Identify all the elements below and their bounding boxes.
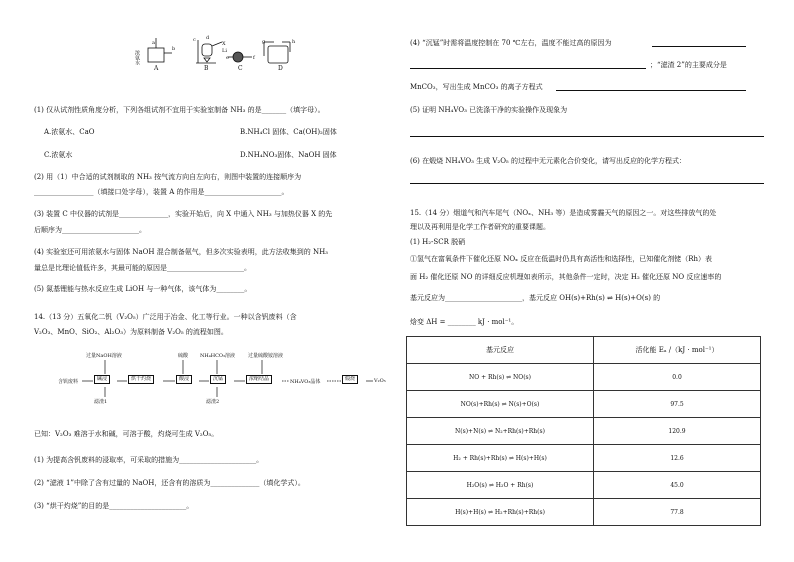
question-3b: 后顺序为______________________。 xyxy=(34,226,146,234)
table-cell: 0.0 xyxy=(594,364,761,391)
option-a: A.浓氨水、CaO xyxy=(44,128,95,136)
sub-heading-h2-scr: (1) H₂-SCR 脱硝 xyxy=(410,238,466,246)
answer-blank-4c[interactable] xyxy=(556,89,746,91)
option-d: D.NH₄NO₃固体、NaOH 固体 xyxy=(240,151,337,159)
table-cell: 97.5 xyxy=(594,391,761,418)
label-g: g xyxy=(262,39,266,45)
table-row xyxy=(407,391,761,418)
paragraph-3a: 基元反应为______________________，基元反应 OH(s)+Rh(s) ⇌ H(s)+O(s) 的 xyxy=(410,294,661,302)
table-header-cell: 活化能 Eₐ /（kJ · mol⁻¹） xyxy=(594,337,761,364)
paragraph-2: 面 H₂ 催化还原 NO 的详细反应机理如表所示，其他条件一定时，决定 H₂ 催化还原 NO 反应速率的 xyxy=(410,273,722,281)
flow-waste-1: 滤渣1 xyxy=(94,399,108,405)
answer-blank-4b[interactable] xyxy=(410,67,646,69)
table-cell: NO(s)+Rh(s) ⇌ N(s)+O(s) xyxy=(407,391,594,418)
question-2a: (2) 用（1）中合适的试剂制取的 NH₃ 按气流方向自左向右，则图中装置的连接顺序为 xyxy=(34,173,302,181)
question-5: (5) 氮基锂能与热水反应生成 LiOH 与一种气体，该气体为________。 xyxy=(34,285,252,293)
label-h: h xyxy=(292,39,296,45)
question-4a: (4) 实验室还可用浓氨水与固体 NaOH 混合制备氨气，但多次实验表明，此方法收集到的 NH₃ xyxy=(34,248,328,256)
flow-step-dry-burn: 烘干灼烧 xyxy=(128,375,154,384)
question-15b: 理以及再利用是化学工作者研究的重要课题。 xyxy=(410,223,550,231)
label-b: b xyxy=(172,46,176,52)
label-d: d xyxy=(206,35,210,41)
table-row xyxy=(407,418,761,445)
table-cell: 120.9 xyxy=(594,418,761,445)
right-question-4c: MnCO₃，写出生成 MnCO₃ 的离子方程式 xyxy=(410,83,543,91)
label-reagent: 浓氨水 xyxy=(134,50,140,65)
label-B: B xyxy=(204,65,209,72)
table-cell: 77.8 xyxy=(594,499,761,526)
label-c: c xyxy=(193,37,196,43)
table-cell: H₂O(s) ⇌ H₂O + Rh(s) xyxy=(407,472,594,499)
flow-waste-2: 滤渣2 xyxy=(206,399,220,405)
right-question-6: (6) 在煅烧 NH₄VO₃ 生成 V₂O₅ 的过程中无元素化合价变化，请写出反应的化学方程式： xyxy=(410,157,686,165)
label-D: D xyxy=(278,65,283,72)
label-e: e xyxy=(226,55,229,61)
label-f: f xyxy=(253,55,255,61)
flow-step-calcine: 煅烧 xyxy=(342,375,358,384)
sub-question-3: (3) “烘干灼烧”的目的是______________________。 xyxy=(34,502,194,510)
reaction-table xyxy=(406,336,761,526)
flow-step-mn-precip: 沉锰 xyxy=(210,375,226,384)
flow-arrow-text: NH₄VO₃晶体 xyxy=(290,379,321,385)
answer-blank-4a[interactable] xyxy=(652,45,746,47)
sub-question-2: (2) “滤液 1”中除了含有过量的 NaOH，还含有的溶质为______________（填化学式）。 xyxy=(34,479,305,487)
answer-blank-6[interactable] xyxy=(410,182,764,184)
flow-step-concentrate: 浓缩结晶 xyxy=(246,375,272,384)
table-header-cell: 基元反应 xyxy=(407,337,594,364)
flow-step-acid-leach: 酸浸 xyxy=(176,375,192,384)
paragraph-1: ①氢气在富氧条件下催化还原 NOₓ 反应在低温时仍具有高活性和选择性，已知催化剂铑（Rh）表 xyxy=(410,255,713,263)
flow-start: 含钒废料 xyxy=(58,379,79,385)
table-header-row xyxy=(407,337,761,364)
label-li: Li xyxy=(222,48,227,54)
known-info: 已知：V₂O₃ 难溶于水和碱，可溶于酸，灼烧可生成 V₂O₅。 xyxy=(34,430,219,438)
right-question-4b: ；“滤渣 2”的主要成分是 xyxy=(650,61,727,69)
table-cell: H(s)+H(s) ⇌ H₂+Rh(s)+Rh(s) xyxy=(407,499,594,526)
flow-reagent-2: 硫酸 xyxy=(178,353,189,359)
table-cell: N(s)+N(s) ⇌ N₂+Rh(s)+Rh(s) xyxy=(407,418,594,445)
label-x: X xyxy=(222,41,226,47)
option-c: C.浓氨水 xyxy=(44,151,73,159)
question-4b: 量总是比理论值低许多，其最可能的原因是______________________。 xyxy=(34,264,251,272)
label-C: C xyxy=(238,65,243,72)
sub-question-1: (1) 为提高含钒废料的浸取率，可采取的措施为______________________。 xyxy=(34,456,264,464)
option-b: B.NH₄Cl 固体、Ca(OH)₂固体 xyxy=(240,128,337,136)
question-3a: (3) 装置 C 中仪器的试剂是______________，实验开始后，向 X 中通入 NH₃ 与加热仪器 X 的先 xyxy=(34,210,333,218)
table-cell: 45.0 xyxy=(594,472,761,499)
flow-reagent-1: 过量NaOH溶液 xyxy=(86,353,122,359)
flow-end: V₂O₅ xyxy=(374,378,386,384)
table-row xyxy=(407,499,761,526)
flow-step-alkali-leach: 碱浸 xyxy=(94,375,110,384)
question-15a: 15.（14 分）烟道气和汽车尾气（NOₓ、NH₃ 等）是造成雾霾天气的原因之一。对这些排放气的处 xyxy=(410,209,717,217)
table-cell: H₂ + Rh(s)+Rh(s) ⇌ H(s)+H(s) xyxy=(407,445,594,472)
table-row xyxy=(407,364,761,391)
right-question-5: (5) 证明 NH₄VO₃ 已洗涤干净的实验操作及现象为 xyxy=(410,106,568,114)
question-2b: _________________（填接口处字母），装置 A 的作用是______________________。 xyxy=(34,188,289,196)
question-14a: 14.（13 分）五氧化二钒（V₂O₅）广泛用于冶金、化工等行业。一种以含钒废料（含 xyxy=(34,313,297,321)
table-row xyxy=(407,472,761,499)
question-1: (1) 仅从试剂性质角度分析，下列各组试剂不宜用于实验室制备 NH₃ 的是_______（填字母）。 xyxy=(34,106,325,114)
table-row xyxy=(407,445,761,472)
question-14b: V₂O₃、MnO、SiO₂、Al₂O₃）为原料制备 V₂O₅ 的流程如图。 xyxy=(34,328,228,336)
table-cell: NO + Rh(s) ⇌ NO(s) xyxy=(407,364,594,391)
table-cell: 12.6 xyxy=(594,445,761,472)
label-A: A xyxy=(154,65,159,72)
paragraph-3b: 焓变 ΔH = ________ kJ · mol⁻¹。 xyxy=(410,318,519,326)
label-a: a xyxy=(152,40,155,46)
answer-blank-5[interactable] xyxy=(410,135,764,137)
flow-reagent-4: 过量硫酸铵溶液 xyxy=(248,353,284,359)
right-question-4a: (4) “沉锰”时需将温度控制在 70 ℃左右，温度不能过高的原因为 xyxy=(410,39,612,47)
flow-reagent-3: NH₄HCO₃溶液 xyxy=(200,353,236,359)
